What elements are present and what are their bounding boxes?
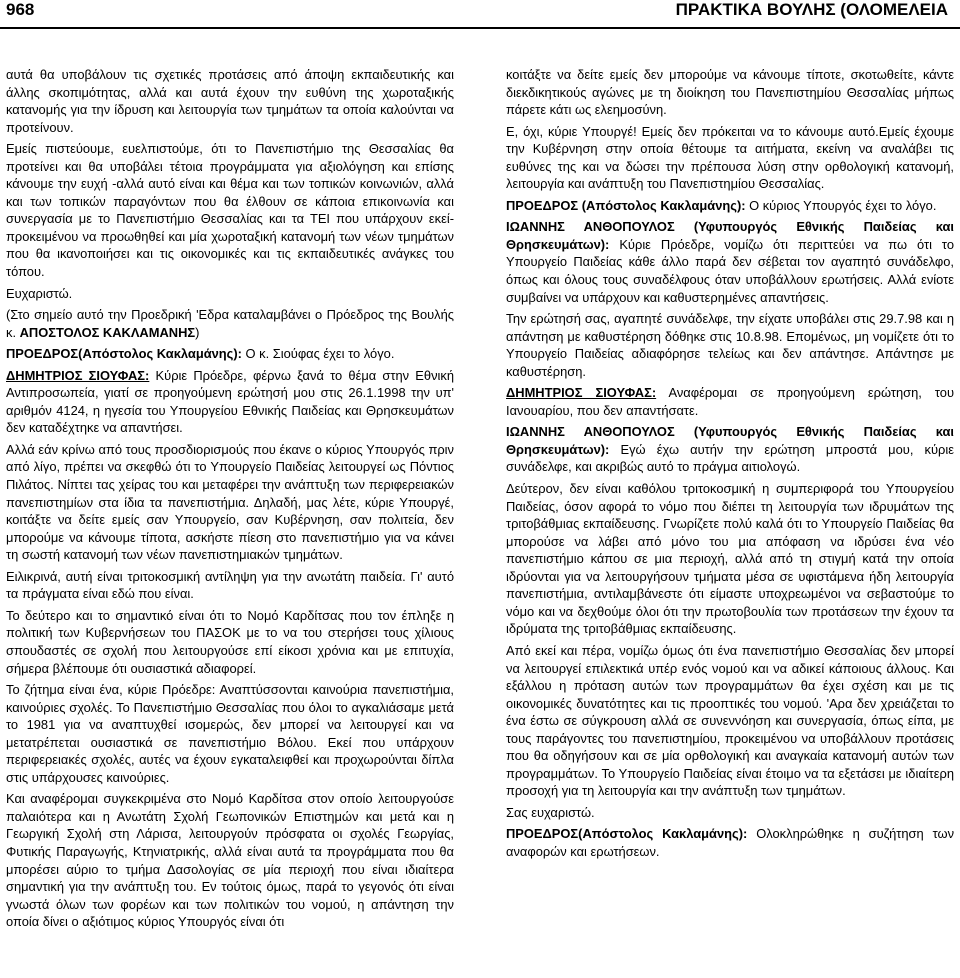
paragraph [6,306,454,341]
speaker-name: ΠΡΟΕΔΡΟΣ(Απόστολος Κακλαμάνης): [6,346,242,362]
paragraph [506,825,954,860]
paragraph [506,423,954,476]
speaker-name: ΙΩΑΝΝΗΣ ΑΝΘΟΠΟΥΛΟΣ (Υφυπουργός Εθνικής Παιδείας και Θρησκευμάτων): [506,424,954,457]
paragraph [6,568,454,603]
paragraph [6,441,454,564]
left-column [6,66,454,935]
paragraph-text: κοιτάξτε να δείτε εμείς δεν μπορούμε να κάνουμε τίποτε, σκοτωθείτε, κάντε διεκδικητικούς αγώνες με τη διοίκηση του Πανεπιστημίου Θεσσαλίας μήπως πάρετε κάτι ως ελεημοσύνη. [506,67,954,118]
paragraph [506,310,954,380]
paragraph-text: Σας ευχαριστώ. [506,804,595,820]
right-column [506,66,954,865]
paragraph-text: Ο κ. Σιούφας έχει το λόγο. [241,346,395,362]
paragraph-text: Εμείς πιστεύουμε, ευελπιστούμε, ότι το Πανεπιστήμιο της Θεσσαλίας θα προτείνει και θα υποβάλει τέτοια προγράμματα για αξιολόγηση και επίσης κάνουμε την ευχή -αλλά αυτό είναι και θέμα και των τοπικών κοινωνιών, αλλά και των τοπικών παραγόντων που θα έλθουν σε κάποια επικοινωνία και συνεργασία με το Πανεπιστήμιο Θεσσαλίας και τα ΤΕΙ που υπάρχουν εκεί- προκειμένου να προωθηθεί και μία χωροταξική κατανομή των νέων τμημάτων που θα ικανοποιήσει και τις οικονομικές και τις εκπαιδευτικές ανάγκες του τόπου. [6,141,454,280]
paragraph-text: Ευχαριστώ. [6,285,73,301]
paragraph-text: (Στο σημείο αυτό την Προεδρική 'Εδρα καταλαμβάνει ο Πρόεδρος της Βουλής κ. [6,307,454,340]
paragraph-tail: ) [195,324,200,340]
paragraph-text: Ολοκληρώθηκε η συζήτηση των αναφορών και ερωτήσεων. [506,826,955,859]
paragraph-text: Το δεύτερο και το σημαντικό είναι ότι το Νομό Καρδίτσας που τον έπληξε η πολιτική των Κυβερνήσεων του ΠΑΣΟΚ με το να του στερήσει τους χίλιους σπουδαστές σε σχολή που λειτουργούσε επί είκοσι χρόνια και με επιτυχία, σήμερα βλέπουμε ότι ουσιαστικά αδιαφορεί. [6,607,454,676]
speaker-name: ΔΗΜΗΤΡΙΟΣ ΣΙΟΥΦΑΣ: [506,385,657,401]
paragraph [506,384,954,419]
header-rule [0,27,960,29]
paragraph [6,790,454,930]
paragraph-text: αυτά θα υποβάλουν τις σχετικές προτάσεις από άποψη εκπαιδευτικής και άλλης σκοπιμότητας, αλλά και αυτά έχουν την ευθύνη της χωροταξικής κατανομής για την ίδρυση και λειτουργία των τμημάτων τα οποία καλούνται να προτείνουν. [6,67,454,135]
paragraph-text: Ο κύριος Υπουργός έχει το λόγο. [745,197,937,213]
paragraph-text: Κύριε Πρόεδρε, νομίζω ότι περιττεύει να πω ότι το Υπουργείο Παιδείας κάθε άλλο παρά δεν σέβεται τον αγαπητό συνάδελφο, όπως και όλους τους συναδέλφους όταν υποβάλλουν ερωτήσεις. Αλλά ενίοτε συμβαίνει να υπάρχουν και καθυστερημένες απαντήσεις. [506,236,954,305]
paragraph-text: Την ερώτησή σας, αγαπητέ συνάδελφε, την είχατε υποβάλει στις 29.7.98 και η απάντηση με καθυστέρηση δόθηκε στις 10.8.98. Επομένως, μη νομίζετε ότι το Υπουργείο Παιδείας αδιαφόρησε τελείως και δεν απάντησε. Απάντησε με καθυστέρηση. [506,311,954,379]
speaker-name: ΙΩΑΝΝΗΣ ΑΝΘΟΠΟΥΛΟΣ (Υφυπουργός Εθνικής Παιδείας και Θρησκευμάτων): [506,219,954,252]
paragraph [506,123,954,193]
paragraph-text: Κύριε Πρόεδρε, φέρνω ξανά το θέμα στην Εθνική Αντιπροσωπεία, γιατί σε προηγούμενη ερώτησή μου στις 26.1.1998 την υπ' αριθμόν 4124, η ηγεσία του Υπουργείου Εθνικής Παιδείας και Θρησκευμάτων δεν καταδέχτηκε να απαντήσει. [6,367,454,436]
paragraph [6,367,454,437]
paragraph [6,140,454,280]
paragraph [6,285,454,303]
paragraph [6,66,454,136]
paragraph [6,607,454,677]
speaker-name: ΠΡΟΕΔΡΟΣ (Απόστολος Κακλαμάνης): [506,197,746,213]
paragraph [506,642,954,800]
paragraph [506,197,954,215]
bold-name: ΑΠΟΣΤΟΛΟΣ ΚΑΚΛΑΜΑΝΗΣ [19,324,196,340]
paragraph [506,480,954,638]
paragraph-text: Αναφέρομαι σε προηγούμενη ερώτηση, του Ιανουαρίου, που δεν απαντήσατε. [506,385,954,418]
page-number: 968 [6,0,35,19]
paragraph-text: Ειλικρινά, αυτή είναι τριτοκοσμική αντίληψη για την ανωτάτη παιδεία. Γι' αυτό τα πράγματα είναι εδώ που είναι. [6,568,454,602]
paragraph-text: Ε, όχι, κύριε Υπουργέ! Εμείς δεν πρόκειται να το κάνουμε αυτό.Εμείς έχουμε την Κυβέρνηση στην οποία θέτουμε τα αιτήματα, εκείνη να αναλάβει τις ευθύνες της και να δώσει την πρέπουσα λύση στην ορθολογική κατανομή, λειτουργία και ανάπτυξη του Πανεπιστημίου Θεσσαλίας. [506,123,954,192]
speaker-name: ΠΡΟΕΔΡΟΣ(Απόστολος Κακλαμάνης): [506,826,748,842]
paragraph-text: Εγώ έχω αυτήν την ερώτηση μπροστά μου, κύριε συνάδελφε, και ακριβώς αυτό το πράγμα αιτιολογώ. [506,441,954,475]
paragraph [506,66,954,119]
running-title: ΠΡΑΚΤΙΚΑ ΒΟΥΛΗΣ (ΟΛΟΜΕΛΕΙΑ [675,0,948,19]
paragraph [6,681,454,786]
paragraph-text: Από εκεί και πέρα, νομίζω όμως ότι ένα πανεπιστήμιο Θεσσαλίας δεν μπορεί να λειτουργεί επιλεκτικά υπέρ ενός νομού και να αδικεί κάποιους άλλους. Και εξάλλου η πρόταση αυτών των προγραμμάτων θα έχει σχέση και με τις οικονομικές δυνατότητες και τις προοπτικές του νομού. 'Αρα δεν χρειάζεται το ένα έστω σε σύγκρουση αλλά σε συνεννόηση και συνεργασία, όπως είπα, με τους παράγοντες του πανεπιστημίου, προκειμένου να υποβάλλουν προτάσεις που θα οδηγήσουν και σε μία ορθολογική και αναγκαία κατανομή αυτών των προγραμμάτων. Το Υπουργείο Παιδείας είναι έτοιμο να τα εξετάσει με ιδιαίτερη προσοχή για τη λειτουργία και την ανάπτυξη των τμημάτων. [506,642,954,799]
paragraph [506,804,954,822]
paragraph-text: Αλλά εάν κρίνω από τους προσδιορισμούς που έκανε ο κύριος Υπουργός πριν από λίγο, πρέπει να σκεφθώ ότι το Υπουργείο Παιδείας λειτουργεί ως Πόντιος Πιλάτος. Νίπτει τας χείρας του και μεταφέρει την ανάπτυξη των περιφερειακών πανεπιστημίων στα ίδια τα πανεπιστήμια. Δηλαδή, μας λέτε, κύριε Υπουργέ, κοιτάξτε να δείτε εμείς σαν Υπουργείο, σαν Κυβέρνηση, σαν πολιτεία, δεν μπορούμε να κάνουμε τίποτα, ασκήστε πίεση στο πανεπιστήμιο για να κάνει τη σωστή κατανομή των νέων πανεπιστημιακών τμημάτων. [6,441,454,563]
speaker-name: ΔΗΜΗΤΡΙΟΣ ΣΙΟΥΦΑΣ: [6,367,150,383]
paragraph-text: Δεύτερον, δεν είναι καθόλου τριτοκοσμική η συμπεριφορά του Υπουργείου Παιδείας, όσον αφορά το νόμο που διέπει τη λειτουργία των ιδρυμάτων της τριτοβάθμιας εκπαίδευσης. Γνωρίζετε πολύ καλά ότι το Υπουργείο Παιδείας θα μπορούσε να λάβει από μόνο του μια απόφαση να ιδρύσει ένα νέο πανεπιστήμιο κάπου σε μια περιοχή, αλλά από τη στιγμή κατά την οποία ιδρύονται για να λειτουργήσουν τμήματα μέσα σε υφιστάμενα ήδη λειτουργία πανεπιστήμια, αντιλαμβάνεστε ότι είμαστε υποχρεωμένοι να σεβαστούμε το νόμο και να δεχθούμε όλοι ότι την πρωτοβουλία των προτάσεων την έχουν τα ιδρύματα της τριτοβάθμιας εκπαίδευσης. [506,481,954,637]
paragraph [506,218,954,306]
paragraph-text: Και αναφέρομαι συγκεκριμένα στο Νομό Καρδίτσα στον οποίο λειτουργούσε παλαιότερα και η Ανωτάτη Σχολή Γεωπονικών Επιστημών και μετά και η Γεωργική Σχολή στη Λάρισα, λειτουργούν πρόσφατα οι σχολές Γεωργίας, Φυτικής Παραγωγής, Κτηνιατρικής, αλλά είναι αυτά τα προγράμματα που θα μπορέσει αύριο το τμήμα Δασολογίας σε μία περιοχή που είναι ιδιαίτερα σημαντική για την ανάπτυξη του. Εν τούτοις όμως, παρά το γεγονός ότι είναι γνωστά όλων των φορέων και των πολιτικών του νομού, η απάντηση την οποία δίνει ο αξιότιμος κύριος Υπουργός είναι ότι [6,791,454,930]
page-header [0,0,960,30]
paragraph-text: Το ζήτημα είναι ένα, κύριε Πρόεδρε: Αναπτύσσονται καινούρια πανεπιστήμια, καινούριες σχολές. Το Πανεπιστήμιο Θεσσαλίας που όλοι το αγκαλιάσαμε μετά το 1981 για να αναπτυχθεί ισομερώς, δεν μπορεί να λειτουργεί και να μετατρέπεται ουσιαστικά σε πανεπιστήμιο Βόλου. Εκεί που υπάρχουν περιφερειακές σχολές, αυτές να έχουν εγκαταλειφθεί και προχωρούνται δίπλα στις υπάρχουσες καινούριες. [6,682,454,785]
paragraph [6,345,454,363]
